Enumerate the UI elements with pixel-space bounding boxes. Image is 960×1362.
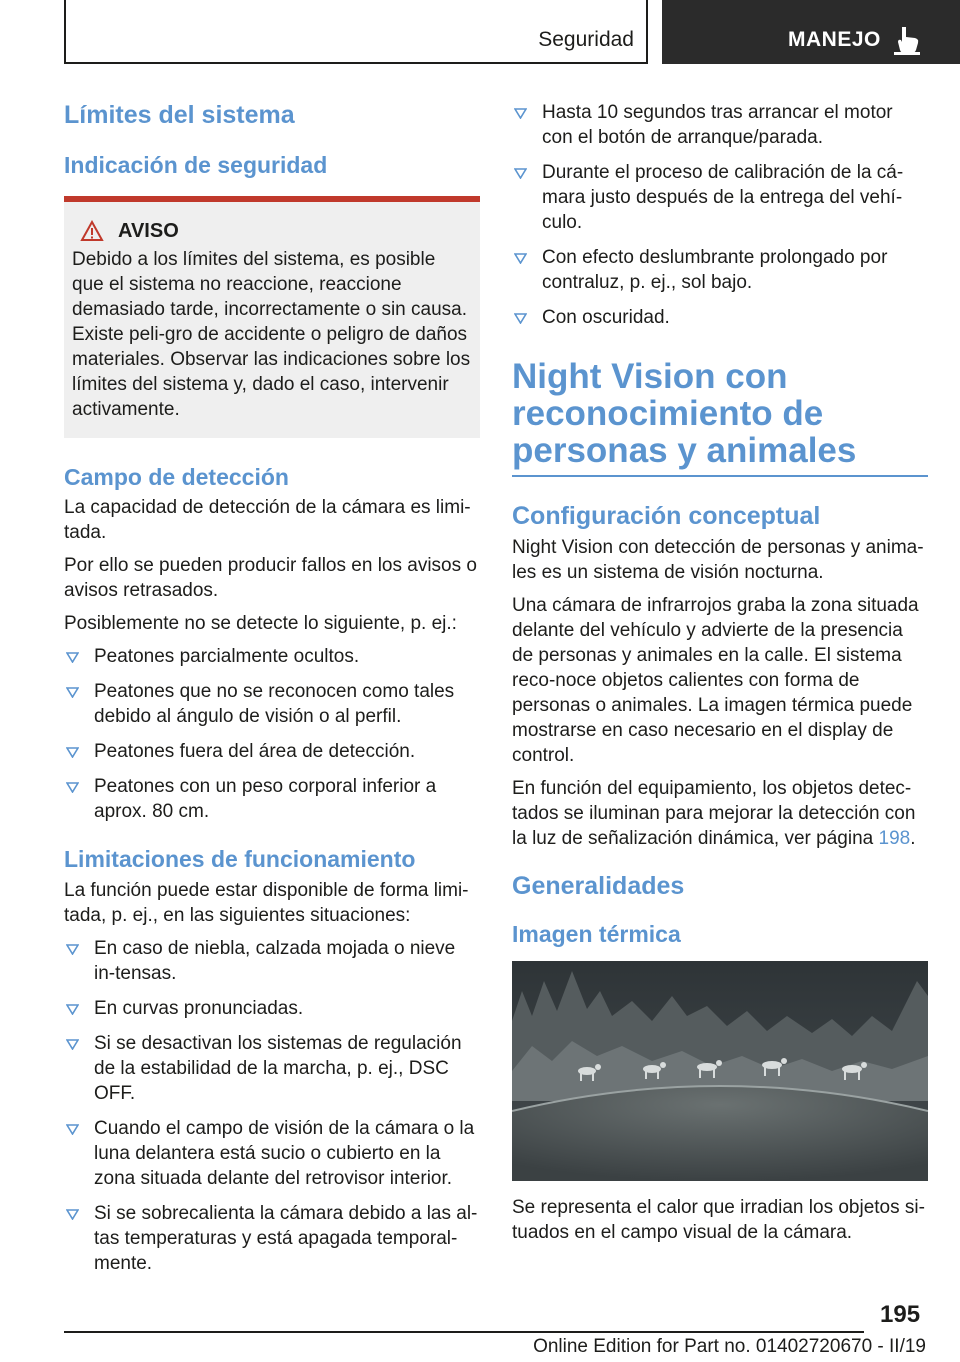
limits-list	[64, 936, 480, 1276]
paragraph: La capacidad de detección de la cámara es limi-tada.	[64, 497, 471, 544]
general-heading: Generalidades	[512, 872, 685, 901]
paragraph: Por ello se pueden producir fallos en los avisos o avisos retrasados.	[64, 555, 477, 602]
warning-box	[64, 196, 480, 438]
detection-list	[64, 644, 480, 824]
paragraph: Posiblemente no se detecte lo siguiente, p. ej.:	[64, 613, 457, 635]
bullet-triangle-icon	[66, 747, 79, 758]
paragraph: En función del equipamiento, los objetos detec-tados se iluminan para mejorar la detección con la luz de señalización dinámica, ver página 198.	[512, 778, 916, 850]
chapter-tab-label: MANEJO	[788, 28, 881, 51]
list-item: Durante el proceso de calibración de la cá-mara justo después de la entrega del vehí-culo.	[512, 160, 928, 235]
bullet-triangle-icon	[514, 253, 527, 264]
steering-hand-icon	[893, 25, 921, 55]
thermal-subheading: Imagen térmica	[512, 921, 681, 948]
list-item: Hasta 10 segundos tras arrancar el motor con el botón de arranque/parada.	[512, 100, 928, 150]
paragraph: Una cámara de infrarrojos graba la zona situada delante del vehículo y advierte de la presencia de personas y animales en la calle. El sistema reco-noce objetos calientes con forma de personas o animales. La imagen térmica puede mostrarse en caso necesario en el display de control.	[512, 595, 919, 767]
bullet-triangle-icon	[66, 687, 79, 698]
list-item: Peatones parcialmente ocultos.	[64, 644, 480, 669]
left-column	[64, 100, 480, 1276]
list-item: Peatones fuera del área de detección.	[64, 739, 480, 764]
bullet-triangle-icon	[66, 1039, 79, 1050]
section-title: Límites del sistema	[64, 101, 295, 129]
bullet-triangle-icon	[514, 108, 527, 119]
bullet-triangle-icon	[66, 944, 79, 955]
bullet-triangle-icon	[66, 1004, 79, 1015]
chapter-title: Night Vision con reconocimiento de personas y animales	[512, 358, 928, 477]
list-item: En caso de niebla, calzada mojada o nieve in-tensas.	[64, 936, 480, 986]
paragraph: La función puede estar disponible de forma limi-tada, p. ej., en las siguientes situaciones:	[64, 879, 469, 926]
warning-label: AVISO	[118, 219, 179, 242]
bullet-triangle-icon	[66, 782, 79, 793]
thermal-image	[512, 961, 928, 1181]
image-caption: Se representa el calor que irradian los objetos si-tuados en el campo visual de la cámara.	[512, 1196, 925, 1243]
concept-heading: Configuración conceptual	[512, 502, 821, 531]
page-link[interactable]: 198	[878, 828, 911, 850]
warning-triangle-icon	[80, 220, 104, 242]
list-item: Si se desactivan los sistemas de regulación de la estabilidad de la marcha, p. ej., DSC OFF.	[64, 1031, 480, 1106]
list-item: Con oscuridad.	[512, 305, 928, 330]
safety-subtitle: Indicación de seguridad	[64, 152, 328, 178]
footer-divider	[64, 1331, 864, 1333]
bullet-triangle-icon	[66, 1124, 79, 1135]
paragraph: Night Vision con detección de personas y anima-les es un sistema de visión nocturna.	[512, 537, 924, 584]
bullet-triangle-icon	[514, 168, 527, 179]
edition-note: Online Edition for Part no. 01402720670 - II/19	[533, 1336, 926, 1357]
limits-heading: Limitaciones de funcionamiento	[64, 846, 416, 873]
list-item: En curvas pronunciadas.	[64, 996, 480, 1021]
list-item: Si se sobrecalienta la cámara debido a las al-tas temperaturas y está apagada temporal-mente.	[64, 1201, 480, 1276]
page-number: 195	[880, 1301, 921, 1328]
list-item: Cuando el campo de visión de la cámara o la luna delantera está sucio o cubierto en la zona situada delante del retrovisor interior.	[64, 1116, 480, 1191]
bullet-triangle-icon	[66, 1209, 79, 1220]
section-tab	[64, 0, 648, 64]
bullet-triangle-icon	[66, 652, 79, 663]
detection-heading: Campo de detección	[64, 463, 289, 490]
list-item: Con efecto deslumbrante prolongado por contraluz, p. ej., sol bajo.	[512, 245, 928, 295]
list-item: Peatones con un peso corporal inferior a aprox. 80 cm.	[64, 774, 480, 824]
list-item: Peatones que no se reconocen como tales debido al ángulo de visión o al perfil.	[64, 679, 480, 729]
right-column	[512, 100, 928, 1245]
continued-list	[512, 100, 928, 330]
bullet-triangle-icon	[514, 313, 527, 324]
warning-text: Debido a los límites del sistema, es posible que el sistema no reaccione, reaccione demasiado tarde, incorrectamente o sin causa. Existe peli-gro de accidente o peligro de daños materiales. Observar las indicaciones sobre los límites del sistema y, dado el caso, intervenir activamente.	[72, 248, 471, 420]
warning-header	[72, 220, 472, 243]
section-tab-label: Seguridad	[538, 28, 634, 51]
